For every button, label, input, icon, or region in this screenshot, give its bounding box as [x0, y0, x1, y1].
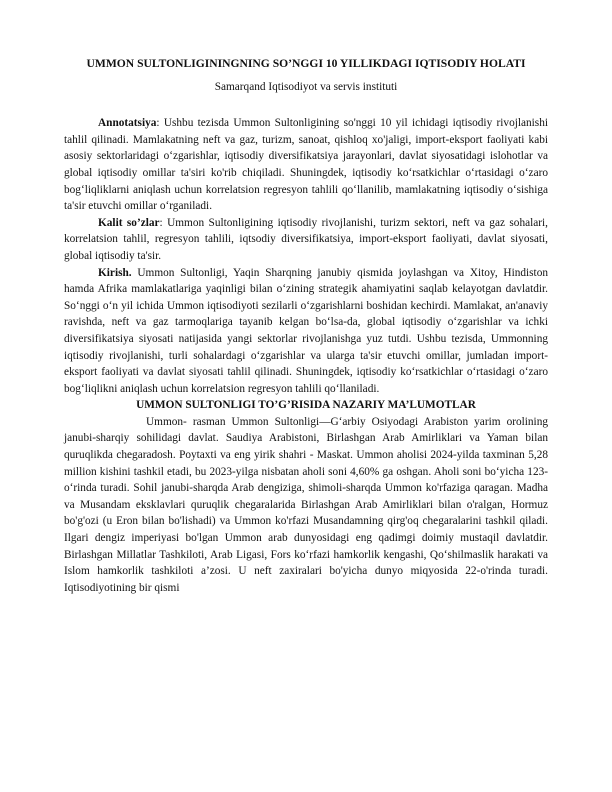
intro-text: Ummon Sultonligi, Yaqin Sharqning janubiy qismida joylashgan va Xitoy, Hindiston hamda Afrika mamlakatlariga yaqinligi bilan o‘zining strategik ahamiyatini saqlab kelayotgan davlatdir. So‘nggi o‘n yil ichida Ummon iqtisodiyoti sezilarli o‘zgarishlarni boshidan kechirdi. Mamlakat, an'anaviy ravishda, neft va gaz tarmoqlariga tayanib kelgan bo‘lsa-da, global iqtisodiy o‘zgarishlar va ichki diversifikatsiya siyosati natijasida yangi sektorlar rivojlanishga yuz tutdi. Ushbu tezisda, Ummonning iqtisodiy rivojlanishi, turli sohalardagi o‘zgarishlar va ularga ta'sir etuvchi omillar, jumladan import-eksport faoliyati va davlat siyosati tahlil qilinadi. Shuningdek, iqtisodiy ko‘rsatkichlar o‘rtasidagi o‘zaro bog‘liqlikni aniqlash uchun korrelatsion regresyon tahlili qo‘llaniladi. — [64, 266, 548, 395]
abstract-text: : Ushbu tezisda Ummon Sultonligining so'nggi 10 yil ichidagi iqtisodiy rivojlanishi tahlil qilinadi. Mamlakatning neft va gaz, turizm, sanoat, qishloq xo'jaligi, import-eksport faoliyati kabi asosiy sektorlaridagi o‘zgarishlar, iqtisodiy diversifikatsiya jarayonlari, davlat siyosatidagi islohotlar va global iqtisodiy omillar ta'siri ko'rib chiqiladi. Shuningdek, iqtisodiy ko‘rsatkichlar o‘rtasidagi o‘zaro bog‘liqliklarni aniqlash uchun korrelatsion regresyon tahlili qo‘llanilib, mamlakatning iqtisodiy o‘sishiga ta'sir etuvchi omillar o‘rganiladi. — [64, 117, 548, 213]
keywords-label: Kalit so’zlar — [98, 216, 160, 229]
paper-title: UMMON SULTONLIGININGNING SO’NGGI 10 YILLIKDAGI IQTISODIY HOLATI — [86, 57, 526, 70]
keywords-text: : Ummon Sultonligining iqtisodiy rivojlanishi, turizm sektori, neft va gaz sohalari, korrelatsion tahlil, regresyon tahlili, iqtsodiy diversifikatsiya, import-eksport faoliyati, davlat siyosati, global iqtisodiy ta'sir. — [64, 216, 548, 262]
affiliation: Samarqand Iqtisodiyot va servis instituti — [214, 80, 398, 93]
intro-label: Kirish. — [98, 266, 132, 279]
abstract-paragraph — [64, 115, 548, 215]
abstract-label: Annotatsiya — [98, 117, 157, 130]
section-body-paragraph: Ummon- rasman Ummon Sultonligi—G‘arbiy Osiyodagi Arabiston yarim orolining janubi-sharqiy sohilidagi davlat. Saudiya Arabistoni, Birlashgan Arab Amirliklari va Yaman bilan quruqlikda chegaradosh. Poytaxti va eng yirik shahri - Maskat. Ummon aholisi 2024-yilda taxminan 5,28 million kishini tashkil etadi, bu 2023-yilga nisbatan aholi soni 4,60% ga oshgan. Aholi soni bo‘yicha 123-o‘rinda turadi. Sohil janubi-sharqda Arab dengiziga, shimoli-sharqda Ummon ko'rfaziga qaragan. Madha va Musandam eksklavlari quruqlik chegaralarida Birlashgan Arab Amirliklari bilan o'ralgan, Hormuz bo'g'ozi (u Eron bilan bo'lishadi) va Ummon ko'rfazi Musandamning qirg'oq chegaralarini tashkil qiladi. Ilgari dengiz imperiyasi bo'lgan Ummon arab dunyosidagi eng qadimgi doimiy mustaqil davlatdir. Birlashgan Millatlar Tashkiloti, Arab Ligasi, Fors ko‘rfazi hamkorlik kengashi, Qo‘shilmaslik harakati va Islom hamkorlik tashkiloti a’zosi. U neft zaxiralari bo'yicha dunyo miqyosida 22-o'rinda turadi. Iqtisodiyotining bir qismi — [64, 415, 548, 594]
intro-paragraph — [64, 265, 548, 398]
spacer — [64, 95, 548, 115]
section-heading: UMMON SULTONLIGI TO’G’RISIDA NAZARIY MA’LUMOTLAR — [136, 399, 476, 412]
keywords-paragraph — [64, 215, 548, 265]
